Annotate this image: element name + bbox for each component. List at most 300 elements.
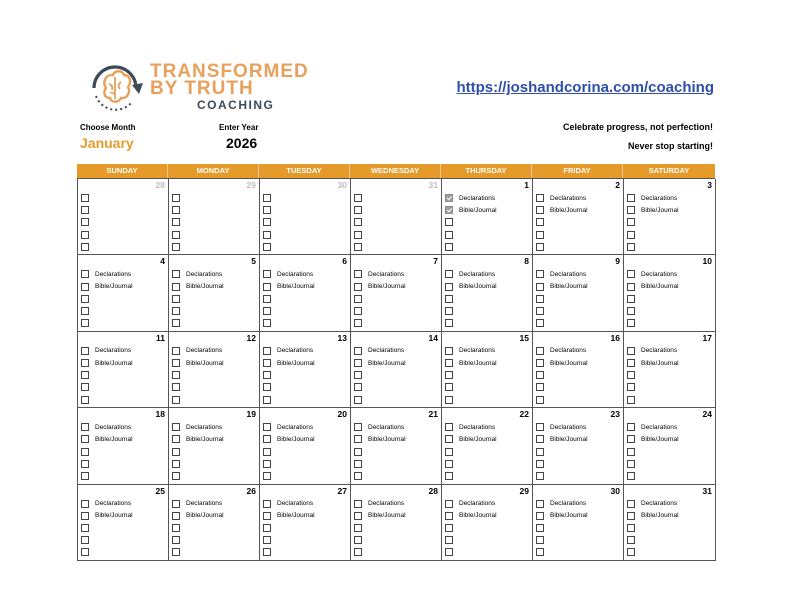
task-row [169,446,259,458]
task-checkbox[interactable] [536,448,544,456]
task-checkbox[interactable] [536,536,544,544]
task-checkbox[interactable] [536,548,544,556]
task-checkbox[interactable] [445,435,453,443]
task-checkbox[interactable] [354,448,362,456]
day-number: 13 [337,332,347,343]
task-row [442,229,532,241]
task-row [78,546,168,558]
task-checkbox[interactable] [263,270,271,278]
task-checkbox[interactable] [354,396,362,404]
task-checkbox[interactable] [172,347,180,355]
task-checkbox[interactable] [172,243,180,251]
task-row [260,345,350,357]
task-checkbox[interactable] [354,231,362,239]
task-checkbox[interactable] [627,435,635,443]
task-checkbox[interactable] [81,359,89,367]
task-checkbox[interactable] [354,347,362,355]
task-row [351,268,441,280]
task-checkbox[interactable] [263,231,271,239]
task-checkbox[interactable] [172,359,180,367]
task-checkbox[interactable] [536,231,544,239]
day-cell [351,485,442,561]
task-checkbox[interactable] [627,243,635,251]
task-label-declarations: Declarations [459,500,496,508]
task-checkbox[interactable] [627,448,635,456]
task-checkbox[interactable] [172,295,180,303]
task-label-declarations: Declarations [459,423,496,431]
task-row [533,305,623,317]
task-checkbox[interactable] [81,448,89,456]
task-row [260,369,350,381]
task-checkbox[interactable] [81,218,89,226]
month-select[interactable]: January [80,135,134,151]
day-cell [533,255,624,331]
task-row [260,534,350,546]
task-checkbox[interactable] [354,371,362,379]
task-checkbox[interactable] [81,307,89,315]
task-checkbox[interactable] [81,536,89,544]
task-row [78,446,168,458]
task-checkbox[interactable] [81,295,89,303]
task-checkbox[interactable] [445,283,453,291]
task-row [624,281,715,293]
task-label-bible-journal: Bible/Journal [641,206,679,214]
day-number: 3 [707,180,712,190]
task-row [351,522,441,534]
task-checkbox[interactable] [445,512,453,520]
task-row [442,345,532,357]
day-number: 17 [702,332,712,343]
task-row [351,421,441,433]
task-checkbox[interactable] [627,347,635,355]
task-row [351,534,441,546]
day-cell [442,485,533,561]
task-checkbox[interactable] [263,383,271,391]
task-checkbox[interactable] [81,194,89,202]
task-checkbox[interactable] [445,231,453,239]
task-checkbox[interactable] [263,396,271,404]
task-checkbox[interactable] [354,500,362,508]
task-row [442,458,532,470]
task-label-bible-journal: Bible/Journal [186,435,224,443]
task-checkbox[interactable] [81,383,89,391]
task-row [533,241,623,253]
task-row [442,216,532,228]
task-row [78,534,168,546]
task-row [260,510,350,522]
task-checkbox[interactable] [263,218,271,226]
task-checkbox[interactable] [536,512,544,520]
task-label-declarations: Declarations [459,194,496,202]
task-checkbox[interactable] [445,383,453,391]
task-row [78,281,168,293]
task-checkbox[interactable] [263,460,271,468]
task-checkbox[interactable] [263,295,271,303]
task-checkbox[interactable] [627,536,635,544]
task-row [533,216,623,228]
task-checkbox[interactable] [81,524,89,532]
task-label-declarations: Declarations [186,500,223,508]
task-checkbox[interactable] [263,243,271,251]
task-checkbox[interactable] [445,359,453,367]
task-label-bible-journal: Bible/Journal [368,512,406,520]
task-checkbox[interactable] [354,283,362,291]
task-checkbox[interactable] [627,194,635,202]
task-checkbox[interactable] [172,460,180,468]
task-checkbox[interactable] [627,524,635,532]
task-label-declarations: Declarations [368,347,405,355]
task-checkbox[interactable] [354,194,362,202]
task-checkbox[interactable] [172,307,180,315]
task-row [624,241,715,253]
task-row [533,204,623,216]
day-cell [533,179,624,255]
task-label-bible-journal: Bible/Journal [186,283,224,291]
task-checkbox[interactable] [627,460,635,468]
task-checkbox[interactable] [172,396,180,404]
task-checkbox[interactable] [263,435,271,443]
task-checkbox[interactable] [172,383,180,391]
task-row [351,281,441,293]
task-checkbox[interactable] [445,307,453,315]
task-checkbox[interactable] [627,283,635,291]
weekday-wednesday: WEDNESDAY [350,164,441,178]
task-row [260,192,350,204]
day-cell [351,332,442,408]
task-checkbox[interactable] [536,307,544,315]
task-checkbox[interactable] [354,307,362,315]
task-label-bible-journal: Bible/Journal [186,512,224,520]
task-row [624,305,715,317]
task-checkbox[interactable] [627,383,635,391]
task-checkbox[interactable] [81,460,89,468]
task-row [169,317,259,329]
task-checkbox[interactable] [81,347,89,355]
day-cell [260,332,351,408]
task-checkbox[interactable] [354,319,362,327]
task-checkbox[interactable] [81,500,89,508]
task-checkbox[interactable] [172,500,180,508]
task-row [169,357,259,369]
task-row [533,381,623,393]
task-checkbox[interactable] [263,319,271,327]
task-row [260,394,350,406]
task-checkbox[interactable] [627,548,635,556]
task-checkbox[interactable] [536,270,544,278]
task-checkbox[interactable] [172,283,180,291]
day-cell [624,408,716,484]
task-row [533,357,623,369]
task-checkbox[interactable] [627,231,635,239]
task-row [169,293,259,305]
task-checkbox[interactable] [445,206,453,214]
day-cell [442,332,533,408]
day-number: 10 [702,256,712,267]
task-checkbox[interactable] [536,383,544,391]
task-checkbox[interactable] [172,435,180,443]
task-checkbox[interactable] [354,548,362,556]
task-checkbox[interactable] [627,307,635,315]
task-checkbox[interactable] [263,371,271,379]
task-checkbox[interactable] [172,194,180,202]
task-checkbox[interactable] [445,295,453,303]
task-checkbox[interactable] [263,524,271,532]
task-checkbox[interactable] [445,371,453,379]
task-checkbox[interactable] [81,231,89,239]
task-checkbox[interactable] [172,548,180,556]
day-number: 28 [155,180,165,190]
task-row [260,241,350,253]
day-number: 28 [428,485,438,496]
task-checkbox[interactable] [445,270,453,278]
task-checkbox[interactable] [354,270,362,278]
task-checkbox[interactable] [445,500,453,508]
task-row [624,510,715,522]
task-label-bible-journal: Bible/Journal [641,283,679,291]
task-label-bible-journal: Bible/Journal [277,283,315,291]
task-checkbox[interactable] [445,524,453,532]
task-checkbox[interactable] [445,448,453,456]
task-row [169,546,259,558]
coaching-link[interactable]: https://joshandcorina.com/coaching [456,79,714,96]
day-number: 21 [428,409,438,420]
task-row [169,369,259,381]
task-checkbox[interactable] [445,536,453,544]
task-checkbox[interactable] [536,460,544,468]
task-checkbox[interactable] [354,295,362,303]
task-checkbox[interactable] [627,423,635,431]
task-checkbox[interactable] [536,423,544,431]
task-label-bible-journal: Bible/Journal [95,283,133,291]
task-checkbox[interactable] [354,472,362,480]
day-number: 12 [246,332,256,343]
task-checkbox[interactable] [536,194,544,202]
task-row [351,317,441,329]
task-checkbox[interactable] [263,512,271,520]
task-checkbox[interactable] [172,448,180,456]
task-row [260,357,350,369]
task-checkbox[interactable] [172,423,180,431]
task-row [624,216,715,228]
task-row [260,305,350,317]
task-checkbox[interactable] [627,512,635,520]
task-checkbox[interactable] [81,548,89,556]
task-checkbox[interactable] [172,371,180,379]
task-checkbox[interactable] [354,243,362,251]
day-cell [351,255,442,331]
task-row [624,268,715,280]
task-checkbox[interactable] [445,472,453,480]
task-row [78,345,168,357]
task-checkbox[interactable] [536,283,544,291]
task-row [78,241,168,253]
day-cell [624,179,716,255]
task-checkbox[interactable] [354,536,362,544]
task-checkbox[interactable] [627,500,635,508]
task-checkbox[interactable] [172,270,180,278]
task-checkbox[interactable] [536,243,544,251]
task-checkbox[interactable] [627,270,635,278]
task-checkbox[interactable] [354,512,362,520]
task-row [533,522,623,534]
task-row [442,498,532,510]
task-checkbox[interactable] [536,295,544,303]
task-checkbox[interactable] [81,270,89,278]
task-label-bible-journal: Bible/Journal [550,359,588,367]
task-label-declarations: Declarations [95,347,132,355]
task-checkbox[interactable] [536,500,544,508]
task-row [624,369,715,381]
day-number: 18 [155,409,165,420]
task-checkbox[interactable] [172,524,180,532]
task-row [169,421,259,433]
task-checkbox[interactable] [263,423,271,431]
task-checkbox[interactable] [536,319,544,327]
task-checkbox[interactable] [172,536,180,544]
task-checkbox[interactable] [172,472,180,480]
task-label-bible-journal: Bible/Journal [459,435,497,443]
task-row [442,268,532,280]
task-checkbox[interactable] [445,194,453,202]
task-row [624,498,715,510]
task-checkbox[interactable] [263,472,271,480]
task-row [533,293,623,305]
task-checkbox[interactable] [445,460,453,468]
task-row [442,241,532,253]
day-cell [260,485,351,561]
task-checkbox[interactable] [172,231,180,239]
task-checkbox[interactable] [627,319,635,327]
task-checkbox[interactable] [172,206,180,214]
task-checkbox[interactable] [81,206,89,214]
task-checkbox[interactable] [81,396,89,404]
task-checkbox[interactable] [627,206,635,214]
task-checkbox[interactable] [536,396,544,404]
task-row [351,204,441,216]
day-cell [169,179,260,255]
task-row [533,317,623,329]
task-row [351,381,441,393]
task-checkbox[interactable] [627,371,635,379]
day-cell [78,332,169,408]
task-checkbox[interactable] [536,472,544,480]
task-label-bible-journal: Bible/Journal [459,512,497,520]
task-checkbox[interactable] [627,396,635,404]
task-row [351,345,441,357]
task-checkbox[interactable] [536,371,544,379]
task-checkbox[interactable] [263,448,271,456]
task-row [533,510,623,522]
task-row [624,534,715,546]
task-checkbox[interactable] [263,359,271,367]
task-label-declarations: Declarations [277,500,314,508]
task-checkbox[interactable] [445,319,453,327]
task-row [533,446,623,458]
task-checkbox[interactable] [354,435,362,443]
task-row [169,394,259,406]
task-checkbox[interactable] [354,460,362,468]
task-checkbox[interactable] [263,206,271,214]
task-checkbox[interactable] [445,218,453,226]
task-checkbox[interactable] [445,396,453,404]
task-row [442,204,532,216]
task-checkbox[interactable] [354,524,362,532]
task-row [533,534,623,546]
task-checkbox[interactable] [354,359,362,367]
task-row [78,470,168,482]
task-checkbox[interactable] [445,423,453,431]
task-checkbox[interactable] [263,194,271,202]
task-row [351,357,441,369]
task-label-bible-journal: Bible/Journal [277,359,315,367]
task-row [78,433,168,445]
task-checkbox[interactable] [536,524,544,532]
task-checkbox[interactable] [263,536,271,544]
task-checkbox[interactable] [81,371,89,379]
task-checkbox[interactable] [81,423,89,431]
task-checkbox[interactable] [81,319,89,327]
task-row [442,293,532,305]
task-checkbox[interactable] [263,307,271,315]
task-checkbox[interactable] [81,512,89,520]
day-cell [624,485,716,561]
task-label-declarations: Declarations [641,194,678,202]
task-checkbox[interactable] [445,243,453,251]
task-checkbox[interactable] [536,206,544,214]
task-checkbox[interactable] [627,218,635,226]
task-row [624,470,715,482]
task-label-declarations: Declarations [186,347,223,355]
task-row [442,381,532,393]
task-checkbox[interactable] [354,423,362,431]
task-checkbox[interactable] [445,548,453,556]
task-row [260,433,350,445]
task-checkbox[interactable] [536,359,544,367]
task-row [260,317,350,329]
task-checkbox[interactable] [354,383,362,391]
brand-logo [84,56,309,118]
task-checkbox[interactable] [627,295,635,303]
task-checkbox[interactable] [627,359,635,367]
task-checkbox[interactable] [81,435,89,443]
task-checkbox[interactable] [536,347,544,355]
task-checkbox[interactable] [172,512,180,520]
task-checkbox[interactable] [627,472,635,480]
calendar [77,164,715,561]
task-label-bible-journal: Bible/Journal [186,359,224,367]
task-checkbox[interactable] [354,206,362,214]
task-label-declarations: Declarations [368,500,405,508]
task-checkbox[interactable] [354,218,362,226]
task-checkbox[interactable] [172,319,180,327]
task-checkbox[interactable] [263,283,271,291]
task-checkbox[interactable] [81,472,89,480]
task-checkbox[interactable] [81,283,89,291]
task-row [442,470,532,482]
task-checkbox[interactable] [263,500,271,508]
task-row [624,357,715,369]
task-checkbox[interactable] [263,548,271,556]
year-input[interactable]: 2026 [226,135,258,151]
task-label-declarations: Declarations [277,270,314,278]
task-checkbox[interactable] [172,218,180,226]
task-checkbox[interactable] [536,218,544,226]
task-checkbox[interactable] [536,435,544,443]
task-checkbox[interactable] [263,347,271,355]
task-checkbox[interactable] [445,347,453,355]
day-number: 19 [246,409,256,420]
task-checkbox[interactable] [81,243,89,251]
